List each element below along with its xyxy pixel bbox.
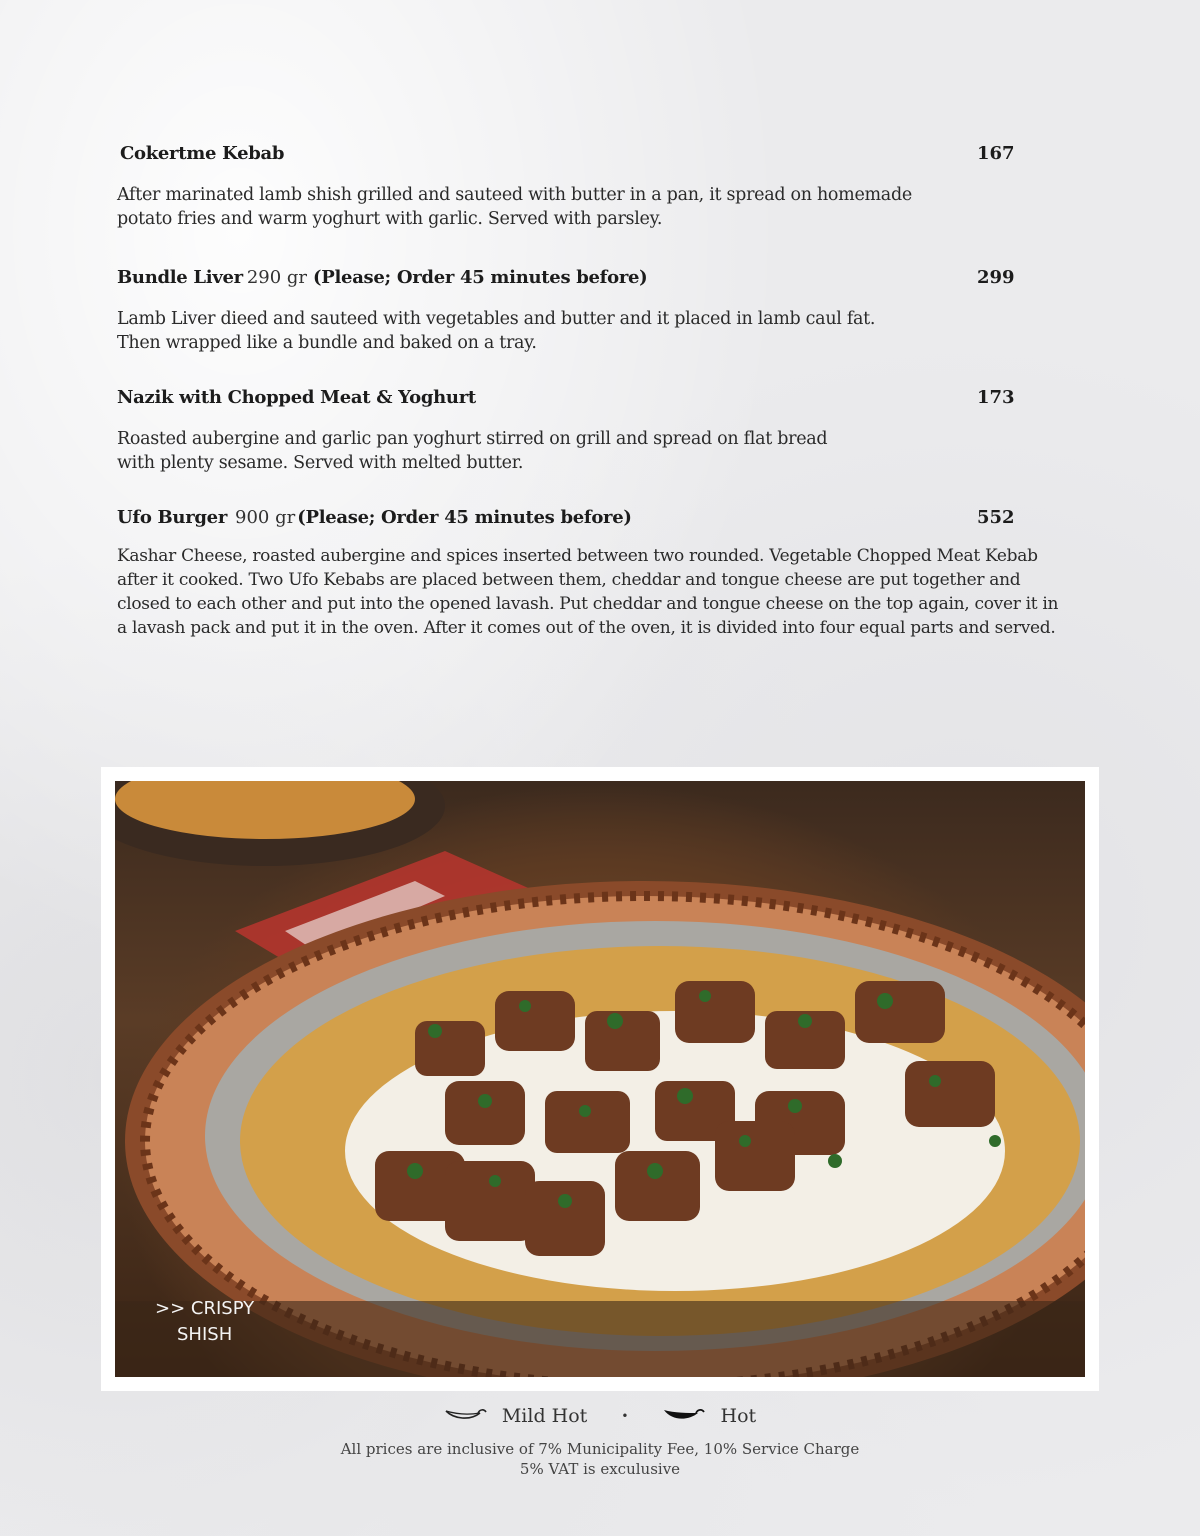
menu-item-header [117,507,1117,533]
menu-item-name: Nazik with Chopped Meat & Yoghurt [117,387,476,408]
menu-item-weight: 290 gr [246,267,308,288]
menu-item-description: Kashar Cheese, roasted aubergine and spices inserted between two rounded. Vegetable Chopped Meat Kebab after it cooked. Two Ufo Kebabs are placed between them, cheddar and tongue cheese are put together and closed to each other and put into the opened lavash. Put cheddar and tongue cheese on the top again, cover it in a lavash pack and put it in the oven. After it comes out of the oven, it is divided into four equal parts and served. [117,546,1059,638]
price-footnote-line2: 5% VAT is exculusive [519,1460,681,1478]
mild-hot-label: Mild Hot [501,1405,588,1427]
menu-item-note: (Please; Order 45 minutes before) [297,507,632,528]
menu-item-note: (Please; Order 45 minutes before) [313,267,648,288]
menu-item-header [117,143,1077,169]
menu-item-header [117,387,1077,413]
chili-outline-icon [444,1406,494,1428]
menu-item-name: Ufo Burger [117,507,228,528]
menu-item [117,387,1077,475]
menu-item-price: 167 [977,143,1015,164]
menu-item-description: Lamb Liver dieed and sauteed with vegetables and butter and it placed in lamb caul fat. Then wrapped like a bundle and baked on a tray. [117,309,876,353]
price-footnote-line1: All prices are inclusive of 7% Municipality Fee, 10% Service Charge [340,1440,860,1458]
dish-illustration [115,781,1085,1377]
photo-caption [155,1296,254,1348]
price-footnote [0,1439,1200,1479]
hot-label: Hot [720,1405,757,1427]
menu-item-description: After marinated lamb shish grilled and sauteed with butter in a pan, it spread on homemade potato fries and warm yoghurt with garlic. Served with parsley. [117,185,912,229]
spice-legend [0,1404,1200,1428]
menu-item-price: 299 [977,267,1015,288]
menu-item-name: Bundle Liver [117,267,243,288]
menu-item-price: 552 [977,507,1015,528]
menu-item [117,267,1077,355]
legend-separator: • [621,1409,629,1423]
menu-item-weight: 900 gr [235,507,296,528]
menu-item-header [117,267,1077,293]
menu-item [117,507,1117,640]
dish-photo [115,781,1085,1377]
menu-item-description: Roasted aubergine and garlic pan yoghurt stirred on grill and spread on flat bread with plenty sesame. Served with melted butter. [117,429,828,473]
dish-photo-frame [101,767,1099,1391]
menu-item-price: 173 [977,387,1015,408]
menu-item [117,143,1077,231]
chili-filled-icon [662,1406,712,1428]
menu-item-name: Cokertme Kebab [120,143,285,164]
photo-caption-line2: SHISH [177,1324,233,1345]
photo-caption-line1: >> CRISPY [155,1298,255,1319]
